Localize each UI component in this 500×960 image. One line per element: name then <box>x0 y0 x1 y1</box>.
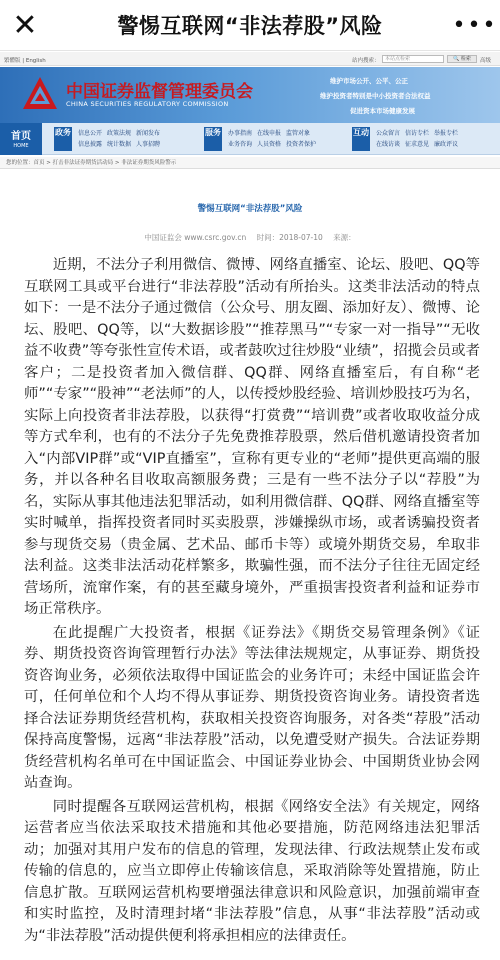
nav-link[interactable]: 统计数据 <box>107 141 132 148</box>
breadcrumb[interactable]: 您的位置：首页 > 打击非法证券期货活动局 > 非法证券期货风险警示 <box>0 157 500 169</box>
nav-link[interactable]: 业务咨询 <box>228 141 253 148</box>
site-banner <box>0 67 500 123</box>
nav-link[interactable]: 政策法规 <box>107 130 132 137</box>
nav-link[interactable]: 办事指南 <box>228 130 253 137</box>
nav-category-interact[interactable]: 互动 <box>352 127 370 151</box>
csrc-logo-icon[interactable] <box>20 74 60 114</box>
article-paragraph: 同时提醒各互联网运营机构，根据《网络安全法》有关规定，网络运营者应当依法采取技术措施和其他必要措施，防范网络违法犯罪活动；加强对其用户发布的信息的管理，发现法律、行政法规禁止发布或传输的信息的，应当立即停止传输该信息，采取消除等处置措施，防止信息扩散。互联网运营机构要增强法律意识和风险意识，加强前端审查和实时监控，及时清理封堵“非法荐股”信息，从事“非法荐股”活动或为“非法荐股”活动提供便利将承担相应的法律责任。 <box>24 798 480 944</box>
nav-link[interactable]: 信息公开 <box>78 130 103 137</box>
advanced-search-link[interactable]: 高级 <box>480 58 492 64</box>
site-top-strip <box>0 52 500 66</box>
nav-link[interactable]: 监管对象 <box>286 130 311 137</box>
slogan: 维护投资者特别是中小投资者合法权益 <box>320 92 431 100</box>
nav-link[interactable]: 新闻发布 <box>136 130 161 137</box>
nav-group-gov <box>78 128 196 150</box>
main-nav <box>0 123 500 155</box>
nav-link[interactable]: 信息披露 <box>78 141 103 148</box>
article-body <box>24 255 480 949</box>
nav-category-gov[interactable]: 政务 <box>54 127 72 151</box>
nav-group-interact <box>376 128 496 150</box>
nav-link[interactable]: 征求意见 <box>405 141 430 148</box>
nav-link[interactable]: 信访专栏 <box>405 130 430 137</box>
search-button[interactable]: 🔍 检索 <box>447 55 477 63</box>
page-title: 警惕互联网“非法荐股”风险 <box>117 14 383 38</box>
search-input[interactable]: 本站点检索 <box>382 55 444 63</box>
close-icon[interactable]: ✕ <box>12 7 38 43</box>
nav-link[interactable]: 人事招聘 <box>136 141 161 148</box>
nav-link[interactable]: 投资者保护 <box>286 141 317 148</box>
site-name-en: CHINA SECURITIES REGULATORY COMMISSION <box>66 100 229 108</box>
divider <box>0 50 500 51</box>
article-origin: 来源： <box>333 233 356 242</box>
nav-home[interactable] <box>0 123 42 155</box>
nav-group-service <box>228 128 348 150</box>
article-title: 警惕互联网“非法荐股”风险 <box>197 204 303 214</box>
nav-link[interactable]: 举报专栏 <box>434 130 459 137</box>
site-name-cn[interactable]: 中国证券监督管理委员会 <box>66 82 253 102</box>
article-paragraph: 在此提醒广大投资者，根据《证券法》《期货交易管理条例》《证券、期货投资咨询管理暂行办法》等法律法规规定，从事证券、期货投资咨询业务，必须依法取得中国证监会的业务许可；未经中国证监会许可，任何单位和个人均不得从事证券、期货投资咨询业务。请投资者选择合法证券期货经营机构，获取相关投资咨询服务，对各类“荐股”活动保持高度警惕，远离“非法荐股”活动，以免遭受财产损失。合法证券期货经营机构名单可在中国证监会、中国证券业协会、中国期货业协会网站查询。 <box>24 624 480 791</box>
app-bar <box>0 0 500 50</box>
search-label: 站内搜索： <box>352 58 380 64</box>
nav-link[interactable]: 公众留言 <box>376 130 401 137</box>
nav-link[interactable]: 人员资格 <box>257 141 282 148</box>
nav-category-service[interactable]: 服务 <box>204 127 222 151</box>
slogan: 促进资本市场健康发展 <box>350 107 415 115</box>
nav-link[interactable]: 廉政评议 <box>434 141 459 148</box>
slogan: 维护市场公开、公平、公正 <box>330 77 408 85</box>
more-options-icon[interactable]: ••• <box>452 12 498 38</box>
article-time: 时间：2018-07-10 <box>256 233 323 242</box>
article-paragraph: 近期，不法分子利用微信、微博、网络直播室、论坛、股吧、QQ等互联网工具或平台进行“非法荐股”活动有所抬头。这类非法活动的特点如下：一是不法分子通过微信（公众号、朋友圈、添加好友）、微博、论坛、股吧、QQ等，以“大数据诊股”“推荐黑马”“专家一对一指导”“无收益不收费”等夸张性宣传术语，或者鼓吹过往炒股“业绩”，招揽会员或者客户；二是投资者加入微信群、QQ群、网络直播室后，有自称“老师”“专家”“股神”“老法师”的人，以传授炒股经验、培训炒股技巧为名，实际上向投资者非法荐股，以获得“打赏费”“培训费”或者收取收益分成等方式牟利，也有的不法分子先免费推荐股票，然后借机邀请投资者加入“内部VIP群”或“VIP直播室”，宣称有更专业的“老师”提供更高端的服务，并以各种名目收取高额服务费；三是有一些不法分子以“荐股”为名，实际从事其他违法犯罪活动，如利用微信群、QQ群、网络直播室等实时喊单，指挥投资者同时买卖股票，涉嫌操纵市场，或者诱骗投资者参与现货交易（贵金属、艺术品、邮币卡等）或境外期货交易，牟取非法利益。这类非法活动花样繁多，欺骗性强，而不法分子往往无固定经营场所，流窜作案，有的甚至藏身境外，严重损害投资者利益和证券市场正常秩序。 <box>24 257 480 617</box>
article-meta <box>0 232 500 243</box>
nav-link[interactable]: 在线访谈 <box>376 141 401 148</box>
nav-home-label-en: HOME <box>13 143 29 149</box>
language-switch[interactable]: 繁體版 | English <box>4 58 46 64</box>
nav-link[interactable]: 在线申报 <box>257 130 282 137</box>
article-source: 中国证监会 www.csrc.gov.cn <box>144 233 247 242</box>
nav-home-label: 首页 <box>11 131 31 142</box>
